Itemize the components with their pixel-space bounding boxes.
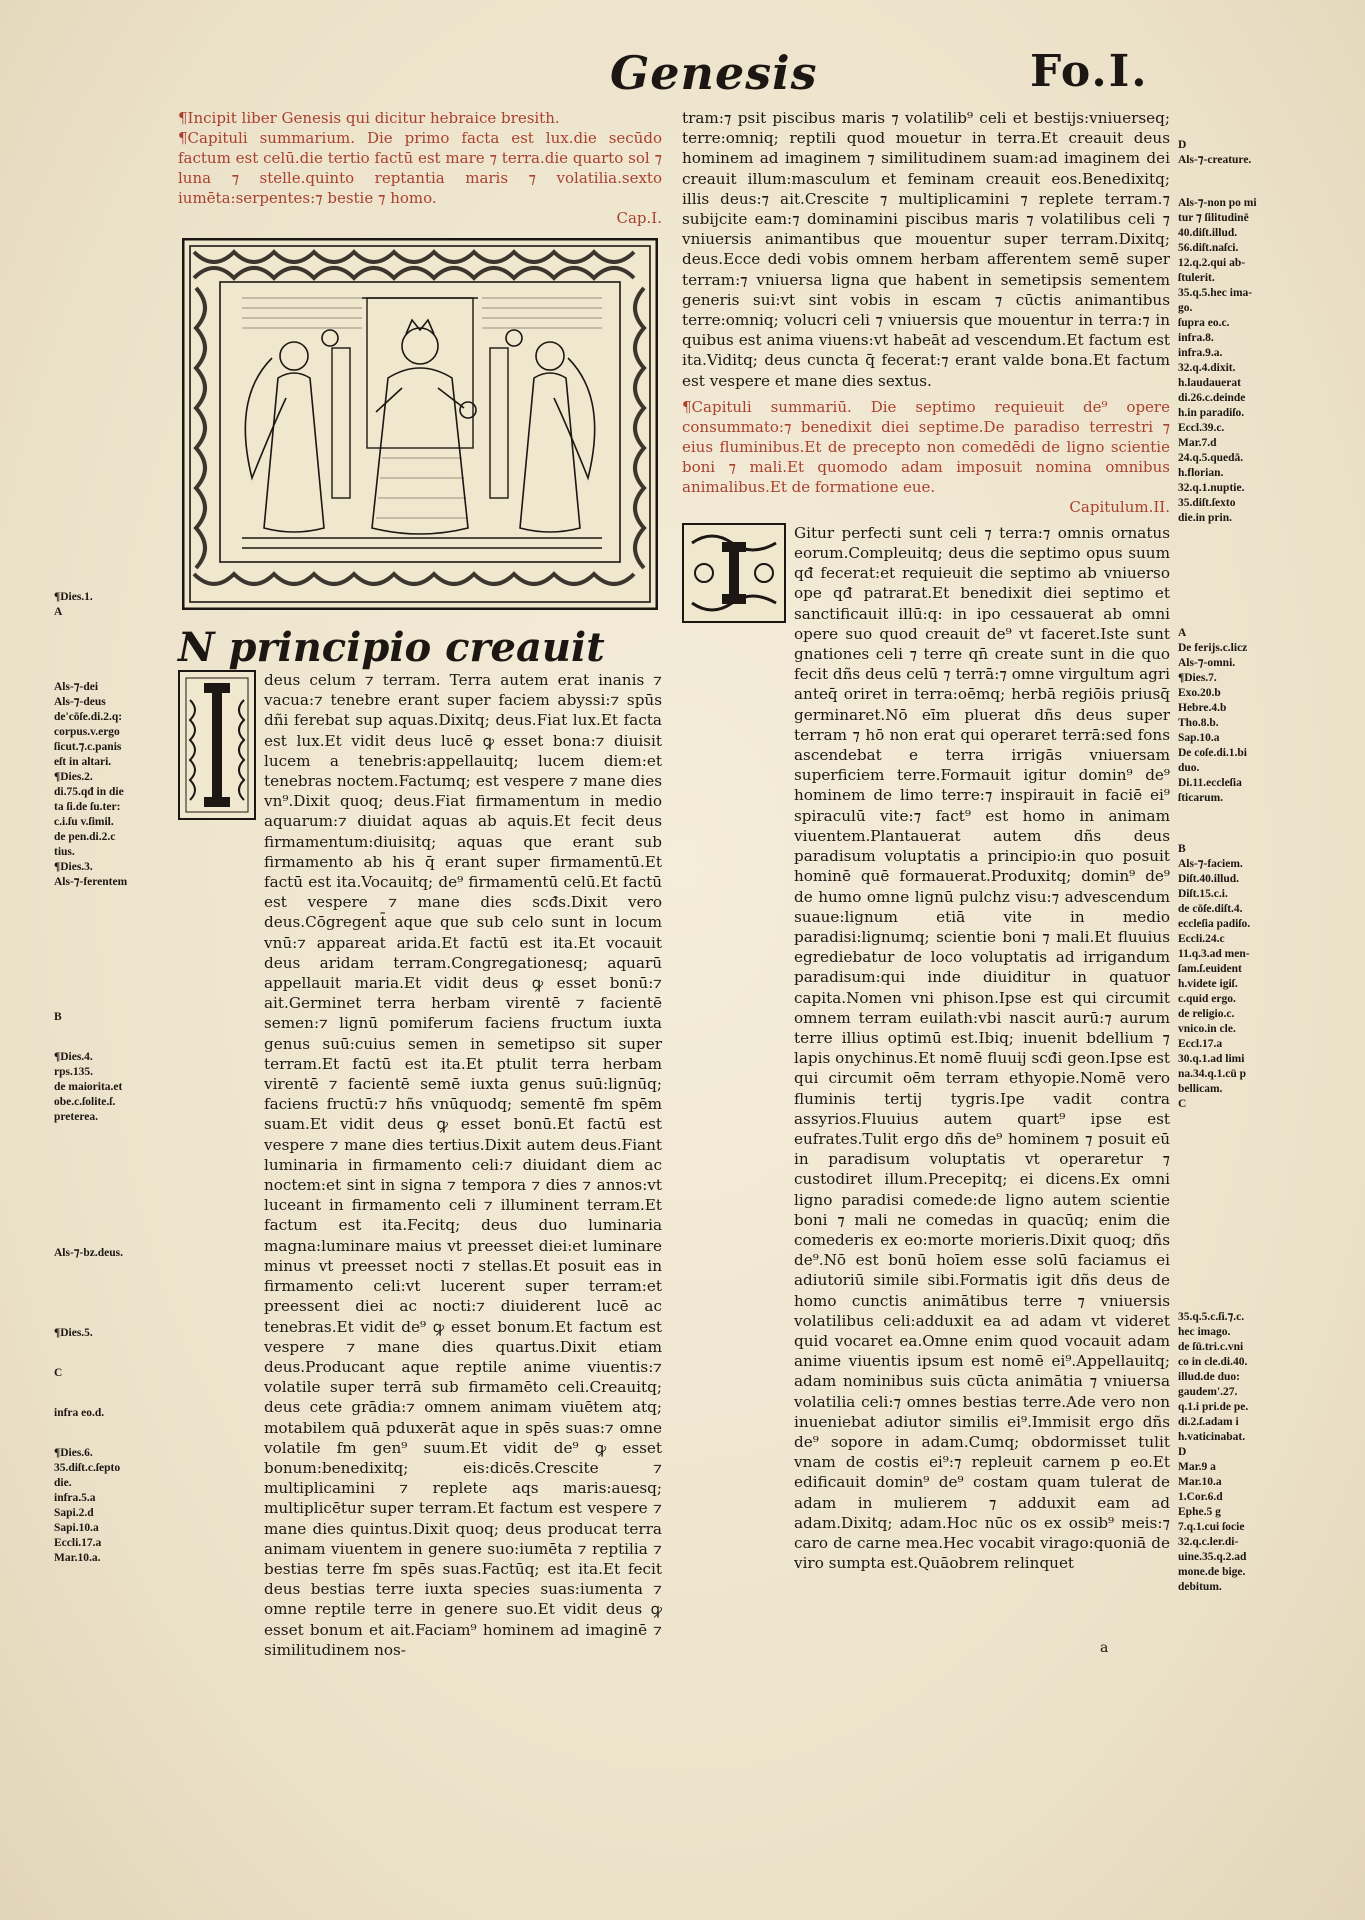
signature-mark: a: [1100, 1640, 1109, 1656]
left-gloss-4: ¶Dies.4. rps.135. de maiorita.et obe.c.ſolite.ſ. pretereа.: [54, 1051, 123, 1123]
right-gloss-2: Als-⁊-non po mi tur ⁊ ſilitudinē 40.diſt.illud. 56.diſt.naſci. 12.q.2.qui ab- ſtulerit. 35.q.5.hec ima- go. ſupra eo.c. infra.8. infra.9.a. 32.q.4.dixit. h.laudauerat di.26.c.deinde h.in paradiſo. Eccl.39.c. Mar.7.d 24.q.5.quedā. h.florian. 32.q.1.nuptie. 35.diſt.ſexto die.in prin.: [1178, 197, 1257, 524]
genesis-2-text-block: [682, 523, 1170, 1574]
left-gloss-1: ¶Dies.1. A: [54, 591, 93, 618]
right-gloss-5: 35.q.5.c.ſi.⁊.c. hec imago. de ſū.tri.c.vni co in cle.di.40. illud.de duo: gaudem'.27. q.1.i pri.de pe. di.2.ſ.adam i h.vaticinabat. D Mar.9 a Mar.10.a 1.Cor.6.d Ephe.5 g 7.q.1.cui ſocie 32.q.c.ler.di- uine.35.q.2.ad mone.de bige. debitum.: [1178, 1311, 1249, 1593]
opening-text: N principio creauit: [178, 624, 605, 671]
summary-2: Die septimo requieuit de⁹ opere consummato:⁊ benedixit diei septime.De paradiso terrestri ⁊ eius fluminibus.Et de precepto non comedēdi de ligno scientie boni ⁊ mali.Et quomodo adam imposuit nomina omnibus animalibus.Et de formatione eue.: [682, 397, 1170, 496]
creation-woodcut: [182, 238, 658, 610]
left-gloss-2: Als-⁊-dei Als-⁊-deus de'cōſe.di.2.q: corpus.v.ergo ſicut.⁊.c.panis eſt in altari. ¶Dies.2. di.75.qđ in die ta ſi.de ſu.ter: c.i.ſu v.ſimil. de pen.di.2.c tius. ¶Dies.3. Als-⁊-ferentem: [54, 681, 128, 888]
incipit: ¶Incipit liber Genesis qui dicitur hebraice bresith.: [178, 109, 560, 127]
left-gloss-5: Als-⁊-bz.deus.: [54, 1247, 123, 1259]
genesis-1-continuation: tram:⁊ psit piscibus maris ⁊ volatilib⁹ celi et bestijs:vniuerseq; terre:omniq; reptili quod mouetur in terra.Et creauit deus hominem ad imaginem ⁊ similitudinem suam:ad imaginem dei creauit illum:masculum et feminam creauit eos.Benedixitq; illis deus:⁊ ait.Crescite ⁊ multiplicamini ⁊ replete terram.⁊ subijcite eam:⁊ dominamini piscibus maris ⁊ volatilibus celi ⁊ vniuersis animantibus que mouentur super terram.Dixitq; deus.Ecce dedi vobis omnem herbam afferentem semē super terram:⁊ vniuersa ligna que habent in semetipsis sementem generis sui:vt sint vobis in escam ⁊ cūctis animantibus terre:omniq; volucri celi ⁊ vniuersis que mouentur in terra:⁊ in quibus est anima viuens:vt habeāt ad vescendum.Et factum est ita.Viditq; deus cuncta q̄ fecerat:⁊ erant valde bona.Et factum est vespere et mane dies sextus.: [682, 109, 1170, 390]
genesis-1-text: deus celum ⁊ terram. Terra autem erat inanis ⁊ vacua:⁊ tenebre erant super faciem abyssi:⁊ spūs dñi ferebat sup aquas.Dixitq; deus.Fiat lux.Et facta est lux.Et vidit deus lucē ꝙ esset bona:⁊ diuisit lucem a tenebris:appellauitq; lucem diem:et tenebras noctem.Factumq; est vespere ⁊ mane dies vn⁹.Dixit quoq; deus.Fiat firmamentum in medio aquarum:⁊ diuidat aquas ab aquis.Et fecit deus firmamentum:diuisitq; aquas que erant sub firmamento ab his q̄ erant super firmamentū.Et factū est ita.Vocauitq; de⁹ firmamentū celū.Et factū est vespere ⁊ mane dies scđs.Dixit vero deus.Cōgregent̄ aque que sub celo sunt in locum vnū:⁊ appareat arida.Et factū est ita.Et vocauit deus aridam terram.Congregationesq; aquarū appellauit maria.Et vidit deus ꝙ esset bonū:⁊ ait.Germinet terra herbam virentē ⁊ facientē semen:⁊ lignū pomiferum faciens fructum iuxta genus suū:cuius semen in semetipso sit super terram.Et factū est ita.Et ptulit terra herbam virentē ⁊ facientē semē iuxta genus suū:lignūq; faciens fructū:⁊ hñs vnūquodq; sementē fm spēm suam.Et vidit deus ꝙ esset bonū.Et factū est vespere ⁊ mane dies tertius.Dixit autem deus.Fiant luminaria in firmamento celi:⁊ diuidant diem ac noctem:et sint in signa ⁊ tempora ⁊ dies ⁊ annos:vt luceant in firmamento celi ⁊ illuminent terram.Et factum est ita.Fecitq; deus duo luminaria magna:luminare maius vt preesset diei:et luminare minus vt preesset nocti ⁊ stellas.Et posuit eas in firmamento celi:vt lucerent super terram:et preessent diei ac nocti:⁊ diuiderent lucē ac tenebras.Et vidit de⁹ ꝙ esset bonum.Et factum est vespere ⁊ mane dies quartus.Dixit etiam deus.Producant aque reptile anime viuentis:⁊ volatile super terrā sub firmamēto celi.Creauitq; deus cete grādia:⁊ omnem animam viuētem atq; motabilem quā pduxerāt aque in spēs suas:⁊ omne volatile fm gen⁹ suum.Et vidit de⁹ ꝙ esset bonum:benedixitq; eis:dicēs.Crescite ⁊ multiplicamini ⁊ replete aqs maris:auesq; multiplicētur super terram.Et factum est vespere ⁊ mane dies quintus.Dixit quoq; deus producat terra animam viuentem in genere suo:iumēta ⁊ reptilia ⁊ bestias terre fm spēs suas.Factūq; est ita.Et fecit deus bestias terre iuxta species suas:iumenta ⁊ omne reptile terre in genere suo.Et vidit deus ꝙ esset bonum et ait.Faciam⁹ hominem ad imaginē ⁊ similitudinem nos-: [264, 671, 662, 1659]
left-gloss-9: ¶Dies.6. 35.diſt.c.ſepto die. infra.5.a Sapi.2.d Sapi.10.a Eccli.17.a Mar.10.a.: [54, 1447, 121, 1564]
chapter-2-label: Capitulum.II.: [1069, 497, 1170, 516]
genesis-1-text-block: [178, 670, 662, 1660]
chapter-2-rubric: [682, 397, 1170, 517]
left-column: [178, 108, 662, 1660]
right-column: [682, 108, 1170, 1573]
summary-lead: ¶Capituli summarium.: [178, 129, 355, 147]
initial-i-icon: [178, 670, 256, 820]
initial-i-ornament-icon: [682, 523, 786, 623]
running-title: Genesis: [610, 46, 818, 100]
chapter-label: Cap.I.: [616, 209, 662, 227]
folio-number: Fo.I.: [1030, 46, 1149, 97]
left-gloss-8: infra eo.d.: [54, 1407, 105, 1419]
intro-rubric: [178, 108, 662, 228]
right-gloss-4: B Als-⁊-faciem. Diſt.40.illud. Diſt.15.c.i. de cōſe.diſt.4. eccleſia padiſo. Eccli.24.c 11.q.3.ad men- ſam.ſ.euident h.videte igiſ. c.quid ergo. de religio.c. vnico.in cle. Eccl.17.a 30.q.1.ad limi na.34.q.1.cū p bellicam. C: [1178, 843, 1251, 1110]
genesis-2-text: Gitur perfecti sunt celi ⁊ terra:⁊ omnis ornatus eorum.Compleuitq; deus die septimo opus suum qđ fecerat:et requieuit die septimo ab vniuerso ope qđ patrarat.Et benedixit diei septimo et sanctificauit illū:q: in ipo cessauerat ab omni opere suo quod creauit de⁹ vt faceret.Iste sunt gnationes celi ⁊ terre qn̄ create sunt in die quo fecit dñs deus celū ⁊ terrā:⁊ omne virgultum agri anteq̄ oriret in terra:oēmq; herbā regiōis priusq̄ germinaret.Nō eīm pluerat dñs deus super terram ⁊ hō non erat qui operaret terrā:sed fons ascendebat e terra irrigās vniuersam superficiem terre.Formauit igitur domin⁹ de⁹ hominem de limo terre:⁊ inspirauit in faciē ei⁹ spiraculū vite:⁊ fact⁹ est homo in animam viuentem.Plantauerat autem dñs deus paradisum voluptatis a principio:in quo posuit hominē quē formauerat.Produxitq; domin⁹ de⁹ de humo omne lignū pulchz visu:⁊ advescendum suaue:lignum etiā vite in medio paradisi:lignumq; scientie boni ⁊ mali.Et fluuius egrediebatur de loco voluptatis ad irrigandum paradisum:qui inde diuiditur in quatuor capita.Nomen vni phison.Ipse est qui circumit omnem terram euilath:vbi nascit aurū:⁊ aurum terre illius optimū est.Ibiq; inuenit bdellium ⁊ lapis onychinus.Et nomē fluuij scđi geon.Ipse est qui circumit oēm terram ethyopie.Nomē vero fluminis tertij tygris.Ipe vadit contra assyrios.Fluuius autem quart⁹ ipse est eufrates.Tulit ergo dñs de⁹ hominem ⁊ posuit eū in paradisum voluptatis vt operaretur ⁊ custodiret illum.Precepitq; ei dicens.Ex omni ligno paradisi comede:de ligno autem scientie boni ⁊ mali ne comedas in quacūq; enim die comederis ex eo:morte morieris.Dixit quoq; dñs de⁹.Nō est bonū hoīem esse solū faciamus ei adiutoriū simile sibi.Formatis igit dñs deus de homo cunctis animātibus terre ⁊ vniuersis volatilibus celi:adduxit ea ad adam vt videret quid vocaret ea.Omne enim quod vocauit adam anime viuentis ipsum est nomē ei⁹.Appellauitq; adam nominibus suis cūcta animātia ⁊ vniuersa volatilia celi:⁊ omnes bestias terre.Ade vero non inueniebat adiutor similis ei⁹.Immisit ergo dñs de⁹ sopore in adam.Cumq; obdormisset tulit vnam de costis ei⁹:⁊ repleuit carnem p eo.Et edificauit domin⁹ de⁹ costam quam tulerat de adam in mulierem ⁊ adduxit eam ad adam.Dixitq; adam.Hoc nūc os ex ossib⁹ meis:⁊ caro de carne mea.Hec vocabit virago:quoniā de viro sumpta est.Quāobrem relinquet: [794, 523, 1170, 1573]
left-gloss-3: B: [54, 1011, 62, 1023]
summary-lead-2: ¶Capituli summariū.: [682, 397, 852, 416]
left-gloss-6: ¶Dies.5.: [54, 1327, 93, 1339]
opening-words: [178, 624, 662, 671]
right-gloss-3: A De ferijs.c.licz Als-⁊-omni. ¶Dies.7. Exo.20.b Hebre.4.b Tho.8.b. Sap.10.a De coſe.di.1.bi duo. Di.11.eccleſia ſticarum.: [1178, 627, 1248, 804]
summary: Die primo facta est lux.die secūdo factum est celū.die tertio factū est mare ⁊ terra.die quarto sol ⁊ luna ⁊ stelle.quinto reptantia maris ⁊ volatilia.sexto iumēta:serpentes:⁊ bestie ⁊ homo.: [178, 129, 662, 207]
left-gloss-7: C: [54, 1367, 63, 1379]
right-gloss-1: D Als-⁊-creature.: [1178, 139, 1252, 166]
